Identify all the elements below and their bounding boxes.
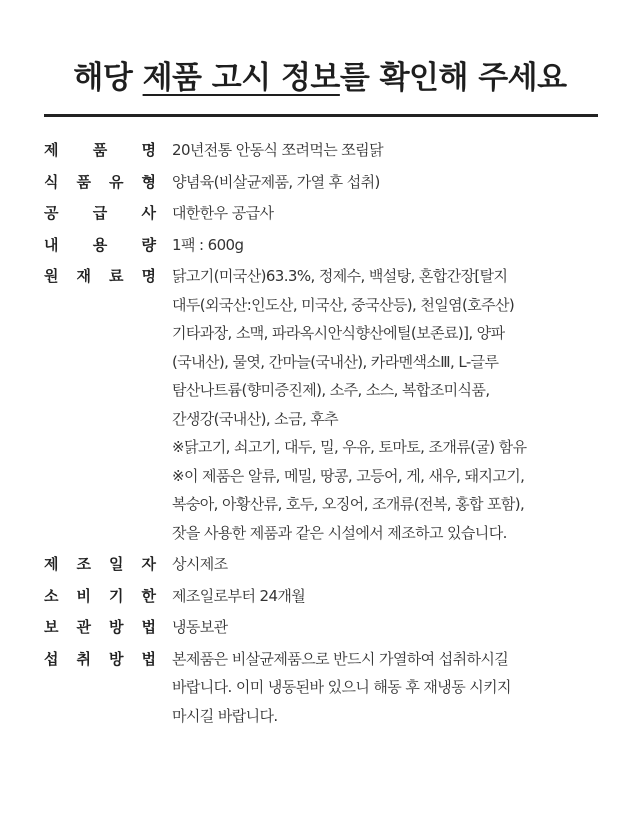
- info-label-char: 급: [92, 204, 108, 222]
- info-value: [172, 231, 582, 260]
- info-label-char: 일: [109, 555, 124, 573]
- info-label-char: 내: [44, 235, 59, 254]
- info-label-char: 취: [76, 649, 91, 668]
- info-label-char: 기: [109, 586, 124, 605]
- info-label: [44, 550, 156, 579]
- info-value: [172, 168, 582, 197]
- info-label-char: 소: [44, 586, 59, 605]
- info-label-char: 용: [92, 235, 108, 254]
- info-value: [172, 262, 582, 547]
- info-label: [44, 136, 156, 165]
- info-value-line: 양념육(비살균제품, 가열 후 섭취): [172, 172, 380, 191]
- info-label-char: 식: [44, 172, 59, 191]
- info-label: [44, 168, 156, 197]
- info-label-char: 품: [92, 141, 108, 159]
- info-value-line: 상시제조: [172, 555, 228, 573]
- info-value: [172, 550, 582, 579]
- info-label: [44, 262, 156, 291]
- info-value: [172, 582, 582, 611]
- info-value: [172, 199, 582, 228]
- info-row: [44, 136, 604, 165]
- info-value: [172, 645, 582, 731]
- title-prefix: 해당: [73, 60, 143, 96]
- info-label-char: 량: [141, 235, 156, 254]
- info-label-char: 보: [44, 618, 59, 636]
- info-row: [44, 168, 604, 197]
- info-value-line: 제조일로부터 24개월: [172, 586, 306, 605]
- info-label-char: 자: [141, 555, 156, 573]
- info-value: [172, 613, 582, 642]
- info-label-char: 료: [109, 267, 124, 285]
- info-label-char: 법: [141, 618, 156, 636]
- info-row: [44, 582, 604, 611]
- info-value: [172, 136, 582, 165]
- info-value-line: 바랍니다. 이미 냉동된바 있으니 해동 후 재냉동 시키지: [172, 678, 511, 696]
- info-label-char: 명: [141, 267, 156, 285]
- info-row: [44, 262, 604, 547]
- info-value-line: 대한한우 공급사: [172, 204, 274, 222]
- info-label-char: 방: [109, 649, 124, 668]
- info-label-char: 조: [76, 555, 91, 573]
- info-label-char: 한: [141, 586, 156, 605]
- title-suffix: 를 확인해 주세요: [339, 60, 567, 96]
- info-label-char: 법: [141, 649, 156, 668]
- info-label-char: 재: [76, 267, 91, 285]
- info-label-char: 사: [141, 204, 156, 222]
- info-value-line: (국내산), 물엿, 간마늘(국내산), 카라멘색소Ⅲ, L-글루: [172, 352, 499, 371]
- info-value-line: 잣을 사용한 제품과 같은 시설에서 제조하고 있습니다.: [172, 523, 507, 542]
- info-row: [44, 613, 604, 642]
- info-value-line: 본제품은 비살균제품으로 반드시 가열하여 섭취하시길: [172, 649, 509, 668]
- info-label-char: 관: [76, 618, 91, 636]
- info-value-line: ※이 제품은 알류, 메밀, 땅콩, 고등어, 게, 새우, 돼지고기,: [172, 466, 525, 485]
- info-row: [44, 550, 604, 579]
- info-value-line: 탐산나트륨(향미증진제), 소주, 소스, 복합조미식품,: [172, 381, 490, 399]
- info-label-char: 섭: [44, 649, 59, 668]
- title-underlined: 제품 고시 정보: [142, 60, 340, 96]
- info-value-line: 1팩 : 600g: [172, 235, 244, 254]
- info-label-char: 품: [76, 172, 91, 191]
- info-label-char: 명: [141, 141, 156, 159]
- info-value-line: 대두(외국산:인도산, 미국산, 중국산등), 천일염(호주산): [172, 295, 515, 314]
- info-label-char: 방: [109, 618, 124, 636]
- info-value-line: 복숭아, 아황산류, 호두, 오징어, 조개류(전복, 홍합 포함),: [172, 495, 525, 513]
- info-label-char: 원: [44, 267, 59, 285]
- info-value-line: ※닭고기, 쇠고기, 대두, 밀, 우유, 토마토, 조개류(굴) 함유: [172, 438, 527, 456]
- info-label: [44, 645, 156, 674]
- product-info-table: [44, 136, 604, 730]
- info-label: [44, 613, 156, 642]
- info-row: [44, 231, 604, 260]
- info-value-line: 간생강(국내산), 소금, 후추: [172, 409, 339, 428]
- info-label: [44, 231, 156, 260]
- info-label: [44, 199, 156, 228]
- info-value-line: 닭고기(미국산)63.3%, 정제수, 백설탕, 혼합간장[탈지: [172, 267, 508, 285]
- info-value-line: 20년전통 안동식 쪼려먹는 쪼림닭: [172, 141, 383, 159]
- page-title: [0, 52, 640, 97]
- info-row: [44, 199, 604, 228]
- info-label: [44, 582, 156, 611]
- info-label-char: 유: [109, 172, 124, 191]
- info-label-char: 비: [76, 586, 91, 605]
- info-label-char: 공: [44, 204, 59, 222]
- info-label-char: 제: [44, 555, 59, 573]
- title-divider: [44, 114, 598, 117]
- info-label-char: 형: [141, 172, 156, 191]
- info-label-char: 제: [44, 141, 59, 159]
- info-row: [44, 645, 604, 731]
- info-value-line: 냉동보관: [172, 618, 228, 636]
- info-value-line: 기타과장, 소맥, 파라옥시안식향산에틸(보존료)], 양파: [172, 324, 505, 342]
- info-value-line: 마시길 바랍니다.: [172, 706, 278, 725]
